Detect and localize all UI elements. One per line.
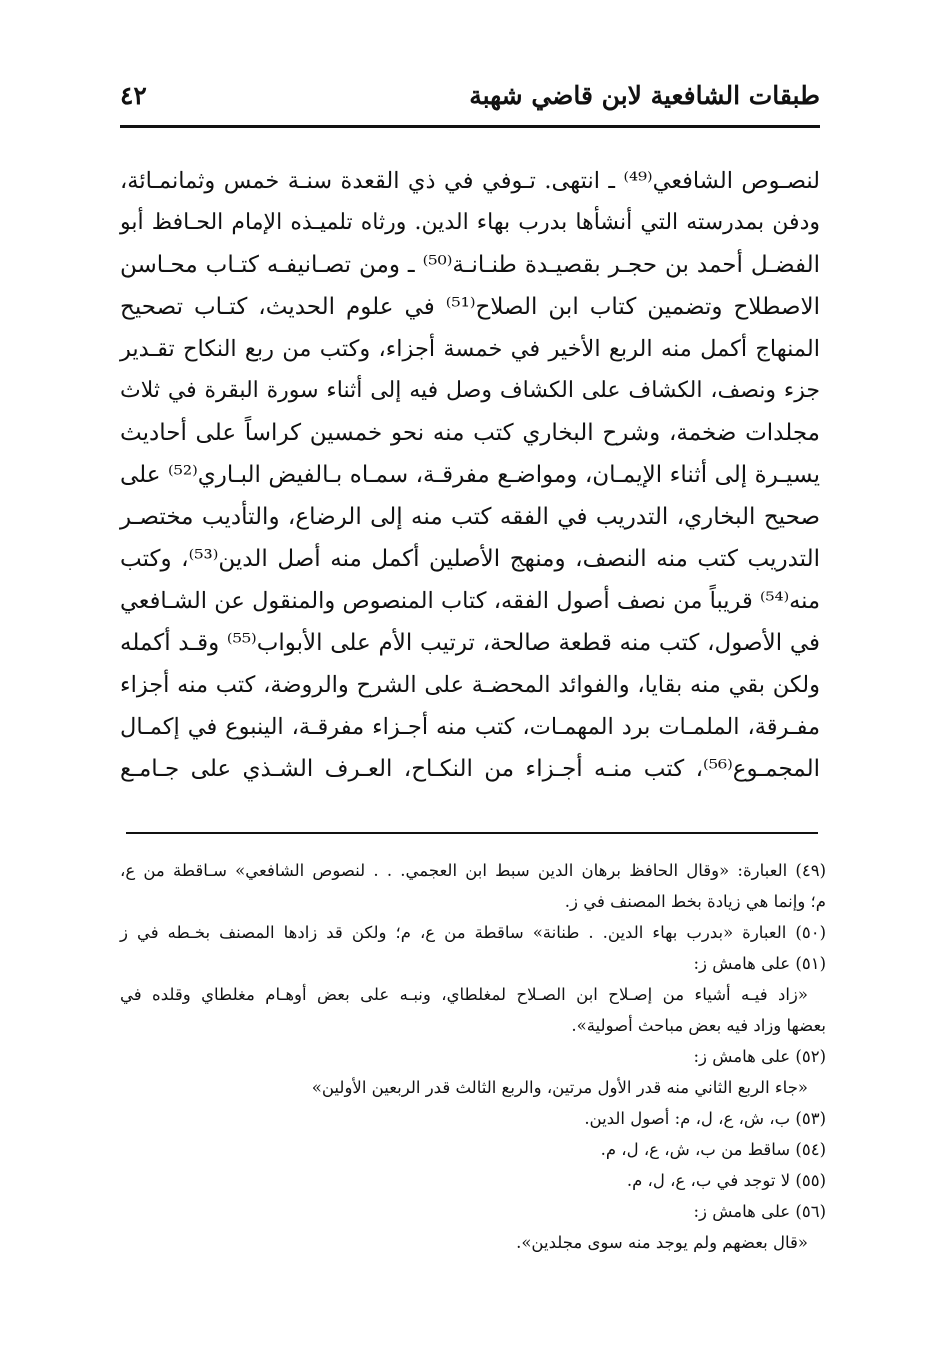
text-line: الاصطلاح وتضمين كتاب ابن الصلاح⁽⁵¹⁾ في علوم الحديث، كتـاب تصحيح [120, 294, 820, 320]
text-line: التدريب كتب منه النصف، ومنهج الأصلين أكمل منه أصل الدين⁽⁵³⁾، وكتب [120, 546, 820, 572]
footnote-line: (٥٥) لا توجد في ب، ع، ل، م. [626, 1171, 826, 1190]
footnote-line: (٥٠) العبارة «بدرب بهاء الدين. . طنانة» ساقطة من ع، م؛ ولكن قد زادها المصنف بخـطه في ز [120, 923, 826, 942]
header-rule [120, 125, 820, 128]
footnote-quote-line: «زاد فيـه أشياء من إصـلاح ابن الصـلاح لمغلطاي، ونبـه على بعض أوهـام مغلطاي وقلده في [120, 985, 808, 1004]
running-title: طبقات الشافعية لابن قاضي شهبة [469, 80, 820, 110]
page-number: ٤٢ [120, 80, 147, 110]
footnote-quote-line: «قال بعضهم ولم يوجد منه سوى مجلدين». [516, 1233, 808, 1252]
footnote-line: (٤٩) العبارة: «وقال الحافظ برهان الدين سبط ابن العجمي. . . لنصوص الشافعي» سـاقطة من ع، [120, 861, 826, 880]
text-line: منه⁽⁵⁴⁾ قريباً من نصف أصول الفقه، كتاب المنصوص والمنقول عن الشـافعي [120, 588, 820, 614]
footnote-rule [126, 832, 818, 834]
text-line: جزء ونصف، الكشاف على الكشاف وصل فيه إلى أثناء سورة البقرة في ثلاث [120, 378, 820, 403]
text-line: ولكن بقي منه بقايا، والفوائد المحضـة على الشرح والروضة، كتب منه أجزاء [120, 672, 820, 698]
footnote-line: (٥٢) على هامش ز: [693, 1047, 826, 1066]
text-line: صحيح البخاري، التدريب في الفقه كتب منه إلى الرضاع، والتأديب مختصـر [120, 504, 820, 530]
text-line: المجمـوع⁽⁵⁶⁾، كتب منـه أجـزاء من النكـاح، العـرف الشـذي على جـامـع [120, 756, 820, 782]
footnote-line: (٥٣) ب، ش، ع، ل، م: أصول الدين. [584, 1109, 826, 1128]
footnote-line: (٥٤) ساقط من ب، ش، ع، ل، م. [600, 1140, 826, 1159]
text-line: الفضـل أحمد بن حجـر بقصيـدة طنـانـة⁽⁵⁰⁾ ـ ومن تصـانيفـه كتـاب محـاسن [120, 252, 821, 278]
text-line: لنصـوص الشافعي⁽⁴⁹⁾ ـ انتهى. تـوفي في ذي القعدة سنـة خمس وثمانمـائة، [120, 168, 820, 194]
footnote-quote-line: بعضها وزاد فيه بعض مباحث أصولية». [571, 1016, 826, 1035]
footnote-line: م؛ وإنما هي زيادة بخط المصنف في ز. [564, 892, 826, 911]
text-line: مفـرقة، الملمـات برد المهمـات، كتب منه أجـزاء مفرقـة، الينبوع في إكمـال [120, 714, 820, 740]
text-line: المنهاج أكمل منه الربع الأخير في خمسة أجزاء، وكتب من ربع النكاح تقـدير [120, 336, 820, 362]
footnote-quote-line: «جاء الربع الثاني منه قدر الأول مرتين، والربع الثالث قدر الربعين الأولين» [311, 1078, 808, 1097]
page-header [120, 70, 820, 120]
text-line: في الأصول، كتب منه قطعة صالحة، ترتيب الأم على الأبواب⁽⁵⁵⁾ وقـد أكمله [120, 630, 821, 656]
text-line: ودفن بمدرسته التي أنشأها بدرب بهاء الدين. ورثاه تلميـذه الإمام الحـافظ أبو [120, 210, 820, 235]
main-text [120, 160, 820, 790]
footnotes [120, 855, 826, 1258]
footnote-line: (٥٦) على هامش ز: [693, 1202, 826, 1221]
text-line: مجلدات ضخمة، وشرح البخاري كتب منه نحو خمسين كراساً على أحاديث [120, 420, 820, 446]
footnote-line: (٥١) على هامش ز: [693, 954, 826, 973]
text-line: يسيـرة إلى أثناء الإيمـان، ومواضـع مفرقـة، سمـاه بـالفيض البـاري⁽⁵²⁾ على [120, 462, 820, 488]
